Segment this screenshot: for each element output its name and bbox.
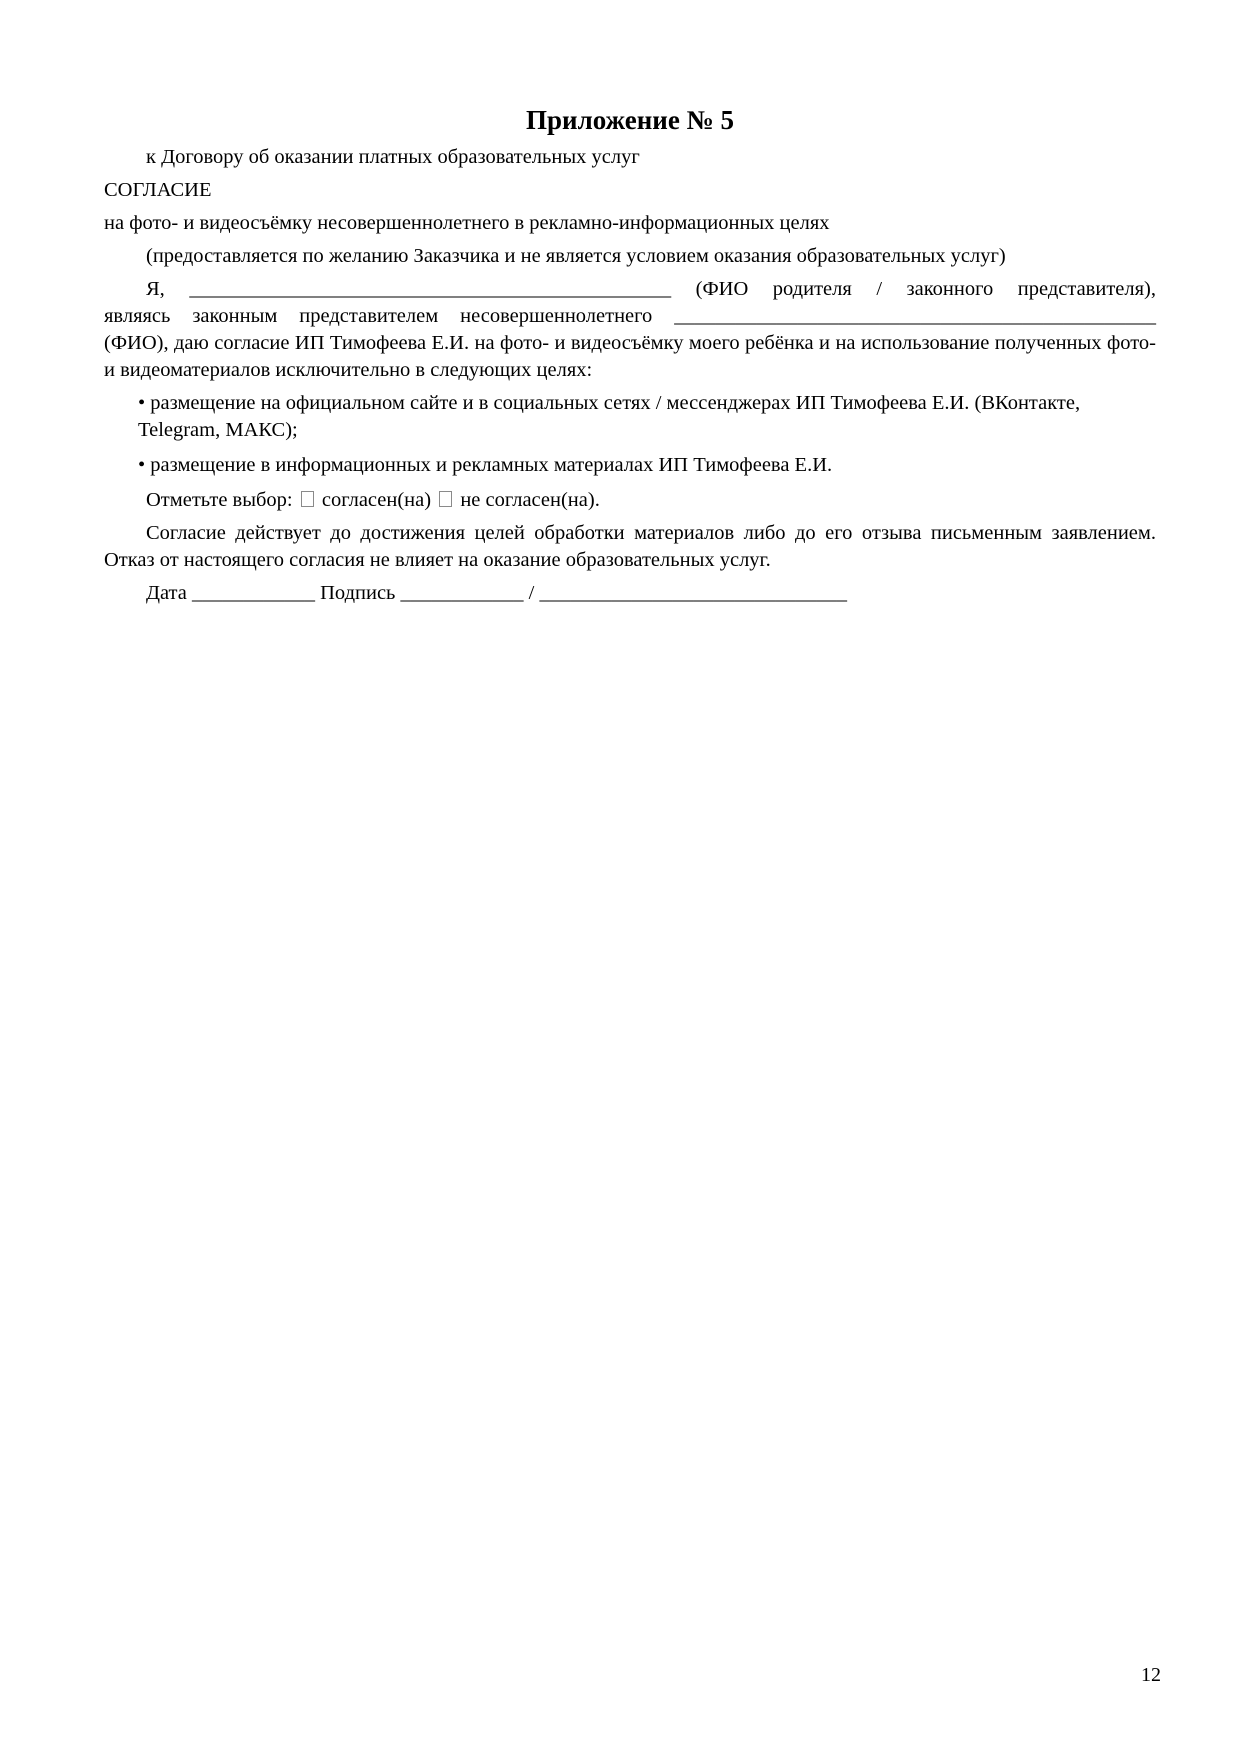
- consent-purpose: на фото- и видеосъёмку несовершеннолетнего в рекламно-информационных целях: [104, 212, 830, 234]
- signature-line: Дата ____________ Подпись ____________ / ______________________________: [146, 582, 847, 604]
- parent-name-line: Я, _______________________________________________ (ФИО родителя / законного представителя),: [146, 278, 1156, 300]
- agree-label: согласен(на): [321, 489, 432, 511]
- page-number: 12: [1141, 1664, 1161, 1686]
- purpose-bullet-materials: • размещение в информационных и рекламных материалах ИП Тимофеева Е.И.: [138, 454, 833, 476]
- document-body: [104, 100, 1156, 613]
- contract-reference: к Договору об оказании платных образовательных услуг: [146, 146, 640, 168]
- disagree-label: не согласен(на).: [460, 489, 600, 511]
- choice-prompt: Отметьте выбор:: [146, 489, 293, 511]
- choice-line: [104, 487, 1156, 514]
- minor-name-line: являясь законным представителем несовершеннолетнего _______________________________________________: [104, 305, 1156, 327]
- consent-statement: (ФИО), даю согласие ИП Тимофеева Е.И. на фото- и видеосъёмку моего ребёнка и на использование полученных фото- и видеоматериалов исключительно в следующих целях:: [104, 332, 1156, 381]
- disagree-checkbox[interactable]: [439, 491, 452, 507]
- consent-heading: СОГЛАСИЕ: [104, 179, 212, 201]
- consent-note: (предоставляется по желанию Заказчика и не является условием оказания образовательных услуг): [146, 245, 1006, 267]
- purpose-bullet-website: • размещение на официальном сайте и в социальных сетях / мессенджерах ИП Тимофеева Е.И. (ВКонтакте, Telegram, МАКС);: [138, 392, 1081, 441]
- appendix-title: Приложение № 5: [526, 105, 734, 135]
- validity-paragraph: Согласие действует до достижения целей обработки материалов либо до его отзыва письменным заявлением. Отказ от настоящего согласия не влияет на оказание образовательных услуг.: [104, 522, 1156, 571]
- agree-checkbox[interactable]: [301, 491, 314, 507]
